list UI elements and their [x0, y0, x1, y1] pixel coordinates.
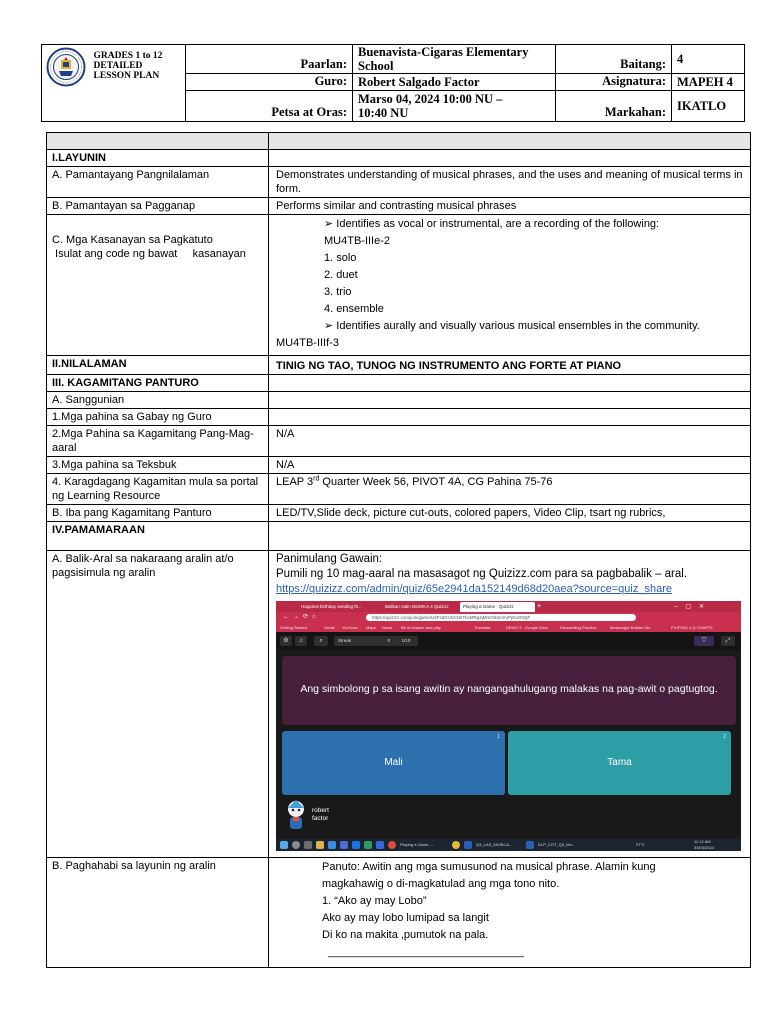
music-icon[interactable]: ♫ — [295, 636, 307, 646]
paghahabi-line: ________________________________ — [328, 946, 524, 958]
answer-number: 2 — [723, 734, 726, 740]
pagganap-value: Performs similar and contrasting musical phrases — [269, 198, 751, 215]
browser-tab[interactable]: Balikan natin MUSIKA 4 Quizizz — [385, 604, 449, 609]
doc-type-cell — [89, 45, 186, 122]
blank-cell — [269, 133, 751, 150]
deped-logo-cell — [42, 45, 89, 122]
bookmark-item[interactable]: Dismantling Practice — [560, 625, 597, 630]
weather-text: 27°C — [636, 842, 645, 847]
quiz-link[interactable]: https://quizizz.com/admin/quiz/65e2941da152149d68d20aea?source=quiz_share — [276, 583, 672, 595]
karagdagang-label: 4. Karagdagang Kagamitan mula sa portal ng Learning Resource — [47, 474, 269, 505]
window-controls-icon[interactable]: –▢✕ — [674, 604, 713, 610]
streak-label: Streak — [338, 638, 352, 643]
kasanayan-label — [47, 215, 269, 356]
deped-seal-icon — [46, 47, 86, 87]
taskbar-app[interactable]: Playing a Game -... — [400, 842, 435, 847]
answer-option-tama[interactable] — [508, 731, 731, 795]
subject-label: Asignatura: — [556, 74, 672, 91]
section-title: I.LAYUNIN — [47, 150, 269, 167]
browser-tab-bar — [276, 601, 741, 612]
kasanayan-label-line: Isulat ang code ng bawat kasanayan — [52, 248, 246, 260]
karagdagang-text: Quarter Week 56, PIVOT 4A, CG Pahina 75-76 — [319, 476, 553, 488]
header-table — [41, 44, 745, 122]
kasanayan-label-line: C. Mga Kasanayan sa Pagkatuto — [52, 234, 213, 246]
answer-option-mali[interactable] — [282, 731, 505, 795]
url-field[interactable]: https://quizizz.com/join/game/U2FsdGVkX19rTkxMRg4jMmOrbmmVPjDuO0QF — [366, 614, 636, 621]
teams-icon[interactable] — [340, 841, 348, 849]
paghahabi-value — [269, 858, 751, 968]
edge-icon[interactable] — [328, 841, 336, 849]
kasanayan-item: 4. ensemble — [324, 303, 384, 315]
karagdagang-sup: rd — [313, 475, 320, 483]
clock-time: 11:12 AM — [694, 839, 711, 844]
kasanayan-item: 2. duet — [324, 269, 358, 281]
task-view-icon[interactable] — [304, 841, 312, 849]
question-counter: 1/10 — [394, 636, 418, 646]
taskbar-app[interactable]: DLP_COT_Q3_Mu... — [538, 842, 576, 847]
browser-tab[interactable]: Happiest birthday sending th... — [301, 604, 362, 609]
app-icon[interactable] — [364, 841, 372, 849]
datetime-line: Marso 04, 2024 10:00 NU – — [358, 92, 503, 106]
karagdagang-text: LEAP 3 — [276, 476, 314, 488]
grade-label: Baitang: — [556, 45, 672, 74]
bookmark-item[interactable]: Translate — [474, 625, 491, 630]
bookmark-item[interactable]: DEMO 3 - Google Drive — [506, 625, 549, 630]
nav-arrows-icon[interactable]: ←→⟳⌂ — [283, 614, 320, 620]
answer-number: 1 — [497, 734, 500, 740]
paghahabi-line: 1. “Ako ay may Lobo” — [322, 895, 427, 907]
bookmark-item[interactable]: News — [382, 625, 393, 630]
settings-icon[interactable]: ⚙ — [280, 636, 292, 646]
datetime-value — [353, 91, 556, 122]
bookmark-item[interactable]: Getting Started — [280, 625, 307, 630]
iba-value: LED/TV,Slide deck, picture cut-outs, colored papers, Video Clip, tsart ng rubrics, — [269, 505, 751, 522]
paghahabi-line: Panuto: Awitin ang mga sumusunod na musical phrase. Alamin kung — [322, 861, 656, 873]
kasanayan-value — [269, 215, 751, 356]
kasanayan-item: 3. trio — [324, 286, 352, 298]
kasanayan-bullet: ➢ Identifies aurally and visually various musical ensembles in the community. — [324, 320, 700, 332]
kasanayan-item: 1. solo — [324, 252, 357, 264]
quiz-toolbar — [276, 632, 741, 650]
search-icon[interactable] — [292, 841, 300, 849]
pangmag-label: 2.Mga Pahina sa Kagamitang Pang-Mag-aaral — [47, 426, 269, 457]
kasanayan-bullet: ➢ Identifies as vocal or instrumental, are a recording of the following: — [324, 218, 660, 230]
school-label: Paarlan: — [186, 45, 353, 74]
start-icon[interactable] — [280, 841, 288, 849]
doc-type-line: GRADES 1 to 12 — [93, 51, 163, 61]
search-icon[interactable]: ⌕ — [314, 636, 328, 646]
teksbuk-label: 3.Mga pahina sa Teksbuk — [47, 457, 269, 474]
balik-label: A. Balik-Aral sa nakaraang aralin at/o pagsisimula ng aralin — [47, 551, 269, 858]
chrome-icon[interactable] — [388, 841, 396, 849]
subject-value: MAPEH 4 — [672, 74, 745, 91]
blank-cell — [47, 133, 269, 150]
balik-value — [269, 551, 751, 858]
lesson-plan-table — [46, 132, 751, 968]
word-icon[interactable] — [464, 841, 472, 849]
pamantayang-value: Demonstrates understanding of musical phrases, and the uses and meaning of musical terms in form. — [269, 167, 751, 198]
paghahabi-line: magkahawig o di-magkatulad ang mga tono nito. — [322, 878, 560, 890]
karagdagang-value — [269, 474, 751, 505]
bookmark-item[interactable]: Gmail — [324, 625, 335, 630]
taskbar-app[interactable]: Q3_LAS_MUSICA... — [476, 842, 513, 847]
blank-cell — [269, 522, 751, 551]
school-value — [353, 45, 556, 74]
fullscreen-icon[interactable]: ⤢ — [721, 636, 735, 646]
browser-tab-active[interactable]: Playing a Game - Quizizz — [460, 602, 535, 612]
quizizz-screenshot — [276, 601, 741, 851]
section-layunin — [47, 150, 751, 167]
powerups-icon[interactable]: ⛉ — [694, 636, 714, 646]
teacher-label: Guro: — [186, 74, 353, 91]
paghahabi-line: Ako ay may lobo lumipad sa langit — [322, 912, 489, 924]
streak-field — [334, 636, 394, 646]
pamantayang-label: A. Pamantayang Pangnilalaman — [47, 167, 269, 198]
blank-cell — [269, 392, 751, 409]
blank-cell — [269, 375, 751, 392]
clock-date: 03/03/2024 — [694, 845, 715, 850]
answer-label: Tama — [607, 757, 632, 768]
datetime-line: 10:40 NU — [358, 106, 409, 120]
teacher-value: Robert Salgado Factor — [353, 74, 556, 91]
quiz-question: Ang simbolong p sa isang awitin ay nangangahulugang malakas na pag-awit o pagtugtog. — [282, 656, 736, 725]
word-icon[interactable] — [526, 841, 534, 849]
paghahabi-label: B. Paghahabi sa layunin ng aralin — [47, 858, 269, 968]
address-bar — [276, 612, 741, 623]
section-title: II.NILALAMAN — [47, 356, 269, 375]
bookmark-item[interactable]: YouTube — [342, 625, 358, 630]
quarter-value: IKATLO — [672, 91, 745, 122]
bookmarks-bar — [276, 623, 741, 632]
datetime-label: Petsa at Oras: — [186, 91, 353, 122]
pangmag-value: N/A — [269, 426, 751, 457]
gabay-value — [269, 409, 751, 426]
store-icon[interactable] — [352, 841, 360, 849]
section-title: III. KAGAMITANG PANTURO — [47, 375, 269, 392]
doc-type-line: DETAILED — [93, 61, 143, 71]
kasanayan-code: MU4TB-IIIe-2 — [324, 235, 391, 247]
kasanayan-code: MU4TB-IIIf-3 — [276, 337, 339, 349]
windows-taskbar — [276, 839, 741, 851]
bookmark-item[interactable]: PILIPINO 4 Q CHAPTE — [671, 625, 713, 630]
gabay-label: 1.Mga pahina sa Gabay ng Guro — [47, 409, 269, 426]
answer-label: Mali — [384, 757, 403, 768]
balik-text: Pumili ng 10 mag-aaral na masasagot ng Quizizz.com para sa pagbabalik – aral. — [276, 568, 688, 580]
balik-title: Panimulang Gawain: — [276, 553, 383, 565]
paghahabi-line: Di ko na makita ,pumutok na pala. — [322, 929, 489, 941]
iba-label: B. Iba pang Kagamitang Panturo — [47, 505, 269, 522]
bookmark-item[interactable]: Bit of chapter and play — [401, 625, 441, 630]
grade-value: 4 — [672, 45, 745, 74]
nilalaman-value: TINIG NG TAO, TUNOG NG INSTRUMENTO ANG FORTE AT PIANO — [269, 356, 751, 375]
quarter-label: Markahan: — [556, 91, 672, 122]
player-first-name: robert — [312, 807, 329, 814]
bookmark-item[interactable]: Maps — [366, 625, 376, 630]
new-tab-icon[interactable]: + — [537, 603, 542, 610]
school-value-line: School — [358, 59, 394, 73]
bookmark-item[interactable]: Messenger Builder Dis — [610, 625, 651, 630]
blank-cell — [269, 150, 751, 167]
clock — [694, 839, 714, 851]
teksbuk-value: N/A — [269, 457, 751, 474]
app-icon[interactable] — [376, 841, 384, 849]
sanggunian-label: A. Sanggunian — [47, 392, 269, 409]
player-avatar-icon — [284, 799, 308, 831]
player-last-name: factor — [312, 814, 329, 822]
chrome-icon[interactable] — [452, 841, 460, 849]
doc-type-line: LESSON PLAN — [93, 71, 160, 81]
streak-count: 0 — [387, 638, 390, 643]
section-title: IV.PAMAMARAAN — [47, 522, 269, 551]
file-explorer-icon[interactable] — [316, 841, 324, 849]
pagganap-label: B. Pamantayan sa Pagganap — [47, 198, 269, 215]
player-name — [312, 807, 329, 822]
school-value-line: Buenavista-Cigaras Elementary — [358, 45, 529, 59]
